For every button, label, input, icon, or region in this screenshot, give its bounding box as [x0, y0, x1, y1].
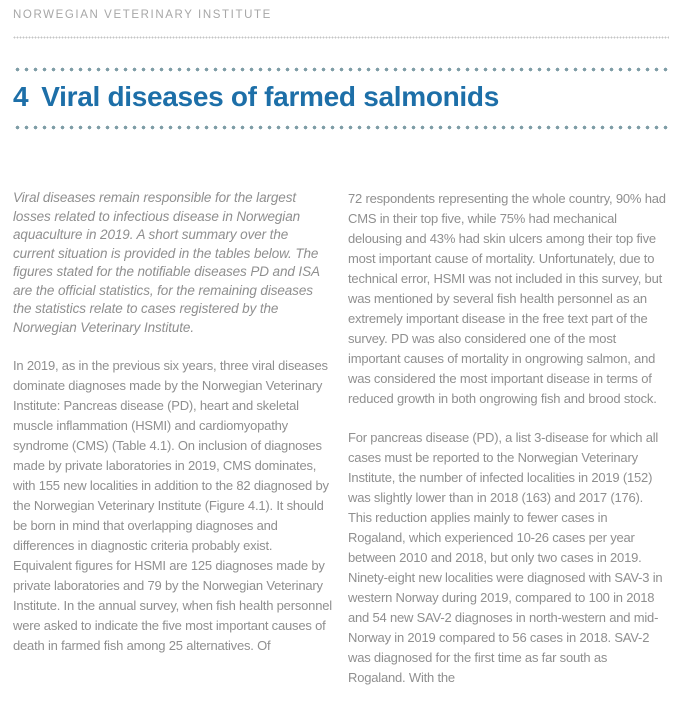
left-column — [13, 189, 333, 707]
right-column — [348, 189, 668, 707]
section-divider-top — [13, 67, 669, 72]
section-divider-bottom — [13, 125, 669, 130]
section-number: 4 — [13, 81, 29, 112]
institute-header: NORWEGIAN VETERINARY INSTITUTE — [13, 9, 272, 21]
section-title: Viral diseases of farmed salmonids — [41, 81, 499, 112]
body-paragraph: For pancreas disease (PD), a list 3-disease for which all cases must be reported to the Norwegian Veterinary Institute, the number of infected localities in 2019 (152) was slightly lower than in 2018 (163) and 2017 (176). This reduction applies mainly to fewer cases in Rogaland, which experienced 10-26 cases per year between 2010 and 2018, but only two cases in 2019. Ninety-eight new localities were diagnosed with SAV-3 in western Norway during 2019, compared to 100 in 2018 and 54 new SAV-2 diagnoses in north-western and mid-Norway in 2019 compared to 56 cases in 2018. SAV-2 was diagnosed for the first time as far south as Rogaland. With the — [348, 430, 663, 685]
body-paragraph: In 2019, as in the previous six years, three viral diseases dominate diagnoses made by the Norwegian Veterinary Institute: Pancreas disease (PD), heart and skeletal muscle inflammation (HSMI) and cardiomyopathy syndrome (CMS) (Table 4.1). On inclusion of diagnoses made by private laboratories in 2019, CMS dominates, with 155 new localities in addition to the 82 diagnosed by the Norwegian Veterinary Institute (Figure 4.1). It should be born in mind that overlapping diagnoses and differences in diagnostic criteria probably exist. Equivalent figures for HSMI are 125 diagnoses made by private laboratories and 79 by the Norwegian Veterinary Institute. In the annual survey, when fish health personnel were asked to indicate the five most important causes of death in farmed fish among 25 alternatives. Of — [13, 358, 332, 653]
body-paragraph: 72 respondents representing the whole country, 90% had CMS in their top five, while 75% had mechanical delousing and 43% had skin ulcers among their top five most important cause of mortality. Unfortunately, due to technical error, HSMI was not included in this survey, but was mentioned by several fish health personnel as an extremely important disease in the free text part of the survey. PD was also considered one of the most important causes of mortality in ongrowing salmon, and was considered the most important disease in terms of reduced growth in both ongrowing fish and brood stock. — [348, 191, 666, 406]
intro-paragraph: Viral diseases remain responsible for the largest losses related to infectious disease in Norwegian aquaculture in 2019. A short summary over the current situation is provided in the tables below. The figures stated for the notifiable diseases PD and ISA are the official statistics, for the remaining diseases the statistics relate to cases registered by the Norwegian Veterinary Institute. — [13, 190, 320, 335]
text-columns — [13, 189, 669, 707]
section-heading — [13, 80, 669, 114]
header-dotted-divider — [13, 36, 669, 39]
